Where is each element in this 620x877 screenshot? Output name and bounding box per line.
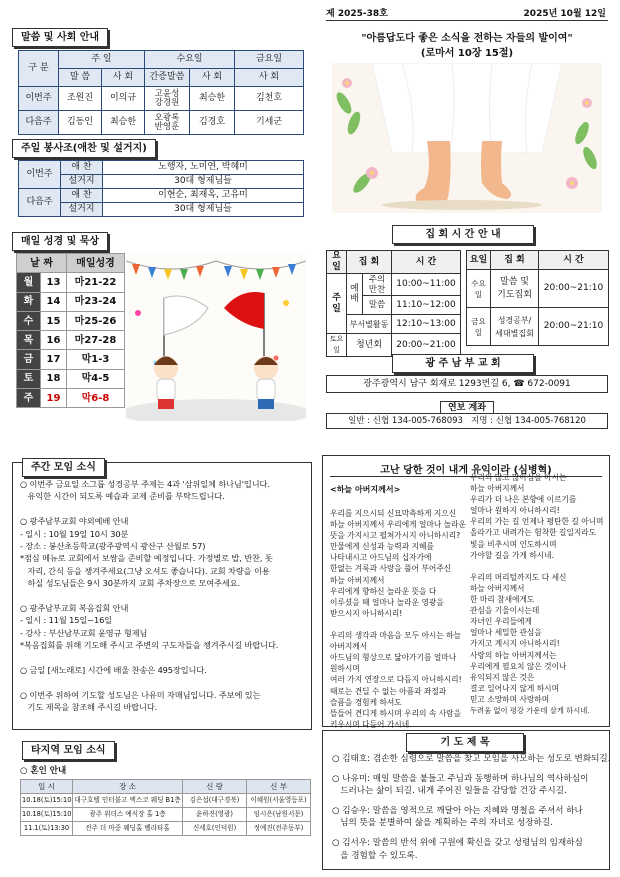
verse-ref: (로마서 10장 15절) xyxy=(420,48,514,59)
prayer-item: ○ 김서우: 말씀의 반석 위에 구원에 확신을 갖고 성령님의 임재하심 을 경험할 수 있도록. xyxy=(332,837,583,861)
cell: 기세군 xyxy=(235,111,304,135)
h-div: 구 분 xyxy=(19,51,59,87)
church-name: 광 주 남 부 교 회 xyxy=(392,354,534,373)
day: 목 xyxy=(17,331,41,350)
cell: 대구호텔 인터불고 엑스코 웨딩 B1층 xyxy=(73,794,183,808)
news-line: ○ 이번주 위하여 기도할 성도님은 나유미 자매님입니다. 주보에 있는 xyxy=(20,689,261,700)
time: 20:00~21:10 xyxy=(539,270,609,308)
news-line: ○ 광주남부교회 복음집회 안내 xyxy=(20,603,129,614)
prayer-item: ○ 나유미: 매일 말씀을 붙들고 주님과 동행하며 하나님의 역사하심이 드러나는 삶이 되길. 내게 주어진 일들을 감당할 건강 주시길. xyxy=(332,773,589,797)
cell: 오광록 반영훈 xyxy=(145,111,190,135)
time: 11:10~12:00 xyxy=(392,296,461,315)
label: 애 찬 xyxy=(61,161,103,175)
poem-line: 하늘 아버지께서 우리에게 얼마나 놀라운 xyxy=(330,520,467,530)
poem-line: 하늘 아버지께서 xyxy=(330,575,385,585)
cell: 김경호 xyxy=(190,111,235,135)
cell: 광주 위더스 예식장 홀 1층 xyxy=(73,808,183,822)
news-line: ○ 이번주 금요일 소그룹 성경공부 주제는 4과 '삼위일체 하나님'입니다. xyxy=(20,479,270,489)
reading: 막4-5 xyxy=(67,369,125,388)
time: 20:00~21:10 xyxy=(539,308,609,346)
poem-line: 슬픔을 경험케 하셔도 xyxy=(330,697,402,707)
prayer-item: ○ 김승우: 말씀을 영적으로 깨달아 아는 지혜와 명철을 주셔서 하나 님의 뜻을 분별하여 삶을 계획하는 주의 자녀로 성장하길. xyxy=(332,805,583,829)
h: 일 시 xyxy=(21,780,73,794)
h-time: 시 간 xyxy=(392,251,461,274)
day: 토 xyxy=(17,369,41,388)
issue-date: 2025년 10월 12일 xyxy=(523,9,606,19)
cell: 김천호 xyxy=(235,87,304,111)
label: 애 찬 xyxy=(61,189,103,203)
meeting: 부서별활동 xyxy=(347,315,392,334)
reading: 마25-26 xyxy=(67,311,125,330)
poem-line: 한없는 겨룩과 사랑을 풀어 부어주신 xyxy=(330,564,452,574)
reading: 마23-24 xyxy=(67,292,125,311)
meeting: 성경공부/ 세대별집회 xyxy=(491,308,539,346)
poem-line: 얼마나 세밀한 관심을 xyxy=(470,628,542,638)
children-flags-illustration xyxy=(126,253,306,421)
reading: 막6-8 xyxy=(67,389,125,408)
poem-line: 뜻을 가지시고 펼쳐가시지 아니하시리? xyxy=(330,531,461,541)
cell: 조원진 xyxy=(59,87,102,111)
prayer-item: ○ 김태호: 겸손한 심령으로 말씀을 찾고 모임을 사모하는 성도로 변화되길. xyxy=(332,754,611,764)
poem-line: 가지고 계시지 아니하시리! xyxy=(470,639,560,649)
cell: 이혜원(서울영등포) xyxy=(247,794,311,808)
cell: 이현순, 최재옥, 고유미 xyxy=(103,189,304,203)
news-line: *복음집회를 위해 기도해 주시고 주변의 구도자들을 챙겨주시길 바랍니다. xyxy=(20,640,279,651)
h-fri: 금요일 xyxy=(235,51,304,69)
cell: 임시은(남원서문) xyxy=(247,808,311,822)
bible-title: 매일 성경 및 묵상 xyxy=(12,232,108,251)
h: 신 부 xyxy=(247,780,311,794)
num: 16 xyxy=(41,331,67,350)
label: 다음주 xyxy=(19,189,61,217)
h-inter: 간증말씀 xyxy=(145,69,190,87)
h-host2: 사 회 xyxy=(190,69,235,87)
times-sun-table xyxy=(326,250,461,357)
poem-line: 아드님의 형상으로 닮아가기를 얼마나 xyxy=(330,653,457,663)
column-left xyxy=(330,508,468,730)
news-line: 유익한 시간이 되도록 예습과 교제 준비를 부탁드립니다. xyxy=(20,491,225,502)
news-line xyxy=(20,503,310,515)
poem-line: 아버지께서 xyxy=(330,642,368,652)
news-line: 하실 성도님들은 9시 30분까지 교회 주차장으로 모여주세요. xyxy=(20,578,240,589)
column-subtitle: <하늘 아버지께서> xyxy=(330,485,401,494)
poem-line xyxy=(470,561,608,572)
news-line: - 일시 : 11월 15일~16일 xyxy=(20,615,112,626)
h: 장 소 xyxy=(73,780,183,794)
cell: 10.18(토)15:10 xyxy=(21,794,73,808)
cell: 이의규 xyxy=(102,87,145,111)
cell: 30대 형제님들 xyxy=(103,175,304,189)
poem-line: 우리의 가는 길 언제나 평탄한 길 아니며 xyxy=(470,517,604,527)
h-host3: 사 회 xyxy=(235,69,304,87)
reading: 마21-22 xyxy=(67,273,125,292)
reading: 막1-3 xyxy=(67,350,125,369)
num: 19 xyxy=(41,389,67,408)
news-line: - 장소 : 봉산초등학교(광주광역시 광산구 산월로 57) xyxy=(20,541,206,552)
header-rule xyxy=(326,20,608,21)
news-line: ○ 금일 [새노래로] 시간에 배울 찬송은 495장입니다. xyxy=(20,665,207,676)
day: 주 xyxy=(17,389,41,408)
h-wed: 수요일 xyxy=(145,51,235,69)
poem-line: 우리를 지으시되 신묘막측하게 지으신 xyxy=(330,509,457,518)
poem-line: 만물에게 신성과 능력과 지혜를 xyxy=(330,542,434,552)
news-line xyxy=(20,590,310,602)
day: 금 xyxy=(17,350,41,369)
poem-line: 우리의 생각과 마음을 모두 아시는 하늘 xyxy=(330,631,462,641)
cell: 최승한 xyxy=(102,111,145,135)
news-line: - 강사 : 부산남부교회 윤영규 형제님 xyxy=(20,627,148,638)
prayer-title: 기 도 제 목 xyxy=(406,733,524,752)
poem-line: 원하시며 xyxy=(330,664,360,674)
poem-line: 자녀인 우리들에게 xyxy=(470,617,532,627)
news-line: 기도 제목을 참조해 주시길 바랍니다. xyxy=(20,702,158,713)
label: 설거지 xyxy=(61,203,103,217)
poem-line: 우리의 머리털까지도 다 세신 xyxy=(470,572,567,582)
news-line: *점심 메뉴로 교회에서 보쌈을 준비할 예정입니다. 가정별로 밥, 반찬, 돗 xyxy=(20,553,273,564)
poem-line: 우리의 많고 많아심을 아시는 xyxy=(470,473,567,482)
day: 수 xyxy=(17,311,41,330)
num: 14 xyxy=(41,292,67,311)
poem-line: 우리가 더 나은 본향에 이르기를 xyxy=(470,495,577,505)
meeting: 말씀 및 기도집회 xyxy=(491,270,539,308)
meeting: 말씀 xyxy=(363,296,392,315)
news-line xyxy=(20,677,310,689)
meeting: 주의 만찬 xyxy=(363,274,392,296)
h-sun: 주 일 xyxy=(59,51,145,69)
account-info: 일반 : 신협 134-005-768093 지명 : 신협 134-005-768120 xyxy=(326,413,608,429)
h-day: 요일 xyxy=(467,251,491,270)
day: 수요일 xyxy=(467,270,491,308)
poem-line: 결코 일어나지 않게 하시며 xyxy=(470,683,560,693)
time: 10:00~11:00 xyxy=(392,274,461,296)
wedding-subtitle: ○ 혼인 안내 xyxy=(20,766,67,776)
poem-line: 관심을 기울이시는데 xyxy=(470,606,540,616)
worship: 예 배 xyxy=(347,274,363,315)
account-title: 연보 계좌 xyxy=(440,401,494,414)
h-word: 말 씀 xyxy=(59,69,102,87)
meeting: 청년회 xyxy=(347,334,392,357)
verse-text: "아름답도다 좋은 소식을 전하는 자들의 발이여" xyxy=(361,33,573,44)
church-address: 광주광역시 남구 회재로 1293번길 6, ☎ 672-0091 xyxy=(326,375,608,393)
cell: 노행자, 노미연, 박혜미 xyxy=(103,161,304,175)
poem-line: 이루셨을 때 얼마나 놀라운 영광을 xyxy=(330,597,444,607)
reading: 마27-28 xyxy=(67,331,125,350)
day: 화 xyxy=(17,292,41,311)
service-table xyxy=(18,160,304,217)
label: 이번주 xyxy=(19,161,61,189)
poem-line: 하늘 아버지께서 xyxy=(470,583,525,593)
num: 17 xyxy=(41,350,67,369)
poem-line: 키우시며 다듬어 가시네. xyxy=(330,719,412,729)
h-host: 사 회 xyxy=(102,69,145,87)
poem-line: 우리에게 향하신 놀라운 뜻을 다 xyxy=(330,586,437,596)
h-time: 시 간 xyxy=(539,251,609,270)
schedule-title: 말씀 및 사회 안내 xyxy=(12,28,108,47)
num: 13 xyxy=(41,273,67,292)
times-title: 집 회 시 간 안 내 xyxy=(392,225,534,244)
news-line: - 일시 : 10월 19일 10시 30분 xyxy=(20,528,129,539)
bible-table xyxy=(16,253,125,408)
news-title: 주간 모임 소식 xyxy=(22,458,105,477)
cell: 김동인 xyxy=(59,111,102,135)
cell: 11.1(토)13:30 xyxy=(21,822,73,836)
h-meet: 집 회 xyxy=(347,251,392,274)
cell: 최승한 xyxy=(190,87,235,111)
day: 주일 xyxy=(327,274,347,334)
day: 금요일 xyxy=(467,308,491,346)
cell: 윤하진(영광) xyxy=(183,808,247,822)
day: 토요일 xyxy=(327,334,347,357)
poem-line: 사랑의 하늘 아버지께서는 xyxy=(470,650,557,660)
time: 12:10~13:00 xyxy=(392,315,461,334)
poem-line: 나타내시고 아드님의 십자가에 xyxy=(330,553,432,563)
feet-illustration xyxy=(332,63,602,213)
column-right xyxy=(470,472,608,716)
schedule-table xyxy=(18,50,304,135)
cell: 김은섭(대구경북) xyxy=(183,794,247,808)
cell: 정예진(전주동부) xyxy=(247,822,311,836)
news-body xyxy=(20,478,310,714)
poem-line: 뜰들어 견디게 하시며 우리의 속 사람을 xyxy=(330,708,462,718)
prayer-list xyxy=(332,753,611,862)
cell: 전주 더 마중 웨딩홀 벨라타홀 xyxy=(73,822,183,836)
times-week-table xyxy=(466,250,609,346)
cell: 신세호(인덕원) xyxy=(183,822,247,836)
poem-line: 여러 가지 연장으로 다듬지 아니하시리! xyxy=(330,675,462,685)
num: 18 xyxy=(41,369,67,388)
poem-line: 두려움 없이 평강 가운데 살게 하시네. xyxy=(470,705,590,715)
news-line: 자리, 간식 등을 챙겨주세요(그냥 오셔도 좋습니다). 교회 차량을 이용 xyxy=(20,565,270,576)
h-date: 날 짜 xyxy=(17,254,67,273)
h-read: 매일성경 xyxy=(67,254,125,273)
poem-line: 얼마나 원하지 아니하시리! xyxy=(470,506,560,516)
poem-line: 가야할 길을 가게 하시네. xyxy=(470,550,555,560)
news-line xyxy=(20,652,310,664)
h-meet: 집 회 xyxy=(491,251,539,270)
row-label: 다음주 xyxy=(19,111,59,135)
issue-number: 제 2025-38호 xyxy=(326,9,388,19)
label: 설거지 xyxy=(61,175,103,189)
other-title: 타지역 모임 소식 xyxy=(22,741,115,760)
cell: 고윤성 강경원 xyxy=(145,87,190,111)
num: 15 xyxy=(41,311,67,330)
day: 월 xyxy=(17,273,41,292)
h-day: 요일 xyxy=(327,251,347,274)
poem-line: 유익되지 않은 것은 xyxy=(470,672,535,682)
poem-line: 빛을 비추시며 인도하시며 xyxy=(470,539,557,549)
time: 20:00~21:00 xyxy=(392,334,461,357)
column-title: 고난 당한 것이 내게 유익이라 (심병혁) xyxy=(380,465,552,476)
poem-line: 우리에게 필요치 않은 것이나 xyxy=(470,661,567,671)
wedding-table xyxy=(20,779,311,836)
poem-line: 받으시지 아니하시리! xyxy=(330,608,403,618)
service-title: 주일 봉사조(애찬 및 설거지) xyxy=(12,139,156,158)
cell: 10.18(토)15:10 xyxy=(21,808,73,822)
poem-line: 한 마리 참새에게도 xyxy=(470,595,535,605)
news-line: ○ 광주남부교회 야외예배 안내 xyxy=(20,516,129,527)
poem-line: 하늘 아버지께서 xyxy=(470,484,525,494)
poem-line: 믿고 소망하며 사랑하며 xyxy=(470,694,550,704)
poem-line: 올라가고 내려가는 험착한 길일지라도 xyxy=(470,528,597,538)
poem-line xyxy=(330,619,468,630)
row-label: 이번주 xyxy=(19,87,59,111)
poem-line: 때로는 견딜 수 없는 아픔과 좌절과 xyxy=(330,686,447,696)
h: 신 랑 xyxy=(183,780,247,794)
cell: 30대 형제님들 xyxy=(103,203,304,217)
